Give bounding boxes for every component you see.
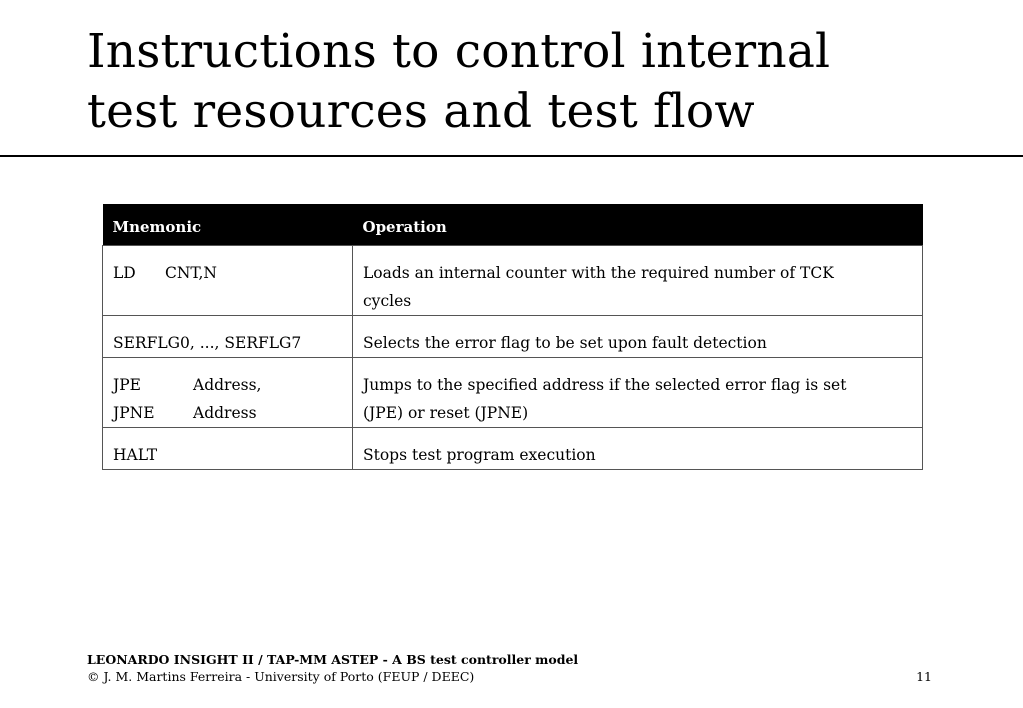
table-header-row bbox=[103, 204, 923, 245]
slide-footer bbox=[87, 651, 578, 685]
slide-title-line-2: test resources and test flow bbox=[87, 84, 755, 139]
mnemonic-operand: Address bbox=[193, 403, 257, 422]
mnemonic-opcode: JPE bbox=[113, 375, 141, 394]
slide-title bbox=[87, 22, 830, 142]
mnemonic-opcode: LD bbox=[113, 263, 136, 282]
mnemonic-line bbox=[113, 371, 342, 399]
mnemonic-cell bbox=[103, 315, 353, 357]
operation-line: (JPE) or reset (JPNE) bbox=[363, 403, 529, 422]
operation-cell bbox=[353, 357, 923, 427]
operation-line: Stops test program execution bbox=[363, 445, 596, 464]
operation-cell bbox=[353, 427, 923, 469]
mnemonic-operand: Address, bbox=[193, 375, 262, 394]
mnemonic-cell bbox=[103, 427, 353, 469]
mnemonic-line bbox=[113, 329, 342, 357]
footer-title: LEONARDO INSIGHT II / TAP-MM ASTEP - A BS test controller model bbox=[87, 652, 579, 667]
mnemonic-opcode: SERFLG0, ..., SERFLG7 bbox=[113, 333, 302, 352]
table-row bbox=[103, 245, 923, 315]
table-row bbox=[103, 427, 923, 469]
slide-title-line-1: Instructions to control internal bbox=[87, 24, 831, 79]
title-divider bbox=[0, 155, 1023, 157]
operation-line: cycles bbox=[363, 291, 412, 310]
table-row bbox=[103, 315, 923, 357]
page-number: 11 bbox=[916, 669, 932, 684]
mnemonic-opcode: HALT bbox=[113, 445, 158, 464]
header-operation: Operation bbox=[353, 204, 923, 245]
operation-line: Selects the error flag to be set upon fault detection bbox=[363, 333, 767, 352]
mnemonic-cell bbox=[103, 357, 353, 427]
mnemonic-line bbox=[113, 399, 342, 427]
operation-line: Loads an internal counter with the required number of TCK bbox=[363, 263, 834, 282]
footer-copyright: © J. M. Martins Ferreira - University of Porto (FEUP / DEEC) bbox=[87, 669, 475, 684]
mnemonic-operand: CNT,N bbox=[165, 263, 217, 282]
mnemonic-cell bbox=[103, 245, 353, 315]
table-row bbox=[103, 357, 923, 427]
operation-cell bbox=[353, 315, 923, 357]
mnemonic-opcode: JPNE bbox=[113, 403, 155, 422]
instruction-table-container bbox=[102, 204, 922, 470]
header-mnemonic: Mnemonic bbox=[103, 204, 353, 245]
instruction-table bbox=[102, 204, 923, 470]
mnemonic-line bbox=[113, 259, 342, 287]
operation-line: Jumps to the specified address if the selected error flag is set bbox=[363, 375, 847, 394]
operation-cell bbox=[353, 245, 923, 315]
mnemonic-line bbox=[113, 441, 342, 469]
